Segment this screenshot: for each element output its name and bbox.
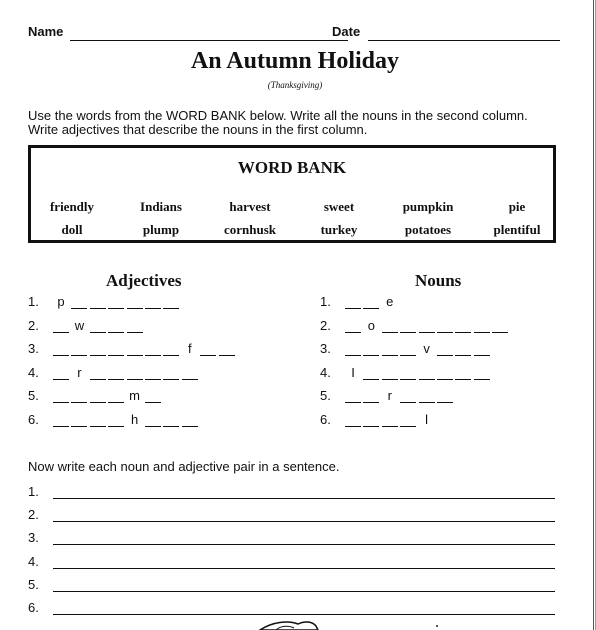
- nouns-heading: Nouns: [415, 271, 462, 290]
- blank-underline: [400, 355, 416, 356]
- sentence-number: 6.: [28, 600, 39, 615]
- header-row: [28, 24, 564, 44]
- letter-blank[interactable]: [492, 318, 508, 334]
- bank-word: pumpkin: [402, 199, 454, 214]
- blank-underline: [127, 332, 143, 333]
- letter-blank[interactable]: [108, 341, 124, 357]
- noun-row-2: [320, 318, 560, 336]
- bank-word: plump: [142, 222, 180, 237]
- blank-underline: [455, 379, 471, 380]
- noun-row-1: [320, 294, 560, 312]
- blank-underline: [345, 402, 361, 403]
- letter-blank[interactable]: [108, 365, 124, 381]
- letter-clue: [419, 412, 435, 428]
- letter-blank[interactable]: [419, 365, 435, 381]
- letter-blank[interactable]: [363, 294, 379, 310]
- sentence-writing-line[interactable]: [53, 614, 555, 615]
- sentence-writing-line[interactable]: [53, 591, 555, 592]
- blank-underline: [182, 426, 198, 427]
- adjective-number: 6.: [28, 412, 39, 427]
- turkey-illustration: [258, 620, 338, 630]
- blank-underline: [53, 332, 69, 333]
- letter-clue: [127, 412, 143, 428]
- blank-underline: [474, 355, 490, 356]
- letter-blank[interactable]: [219, 341, 235, 357]
- blank-underline: [163, 379, 179, 380]
- instruction-line-1: Use the words from the WORD BANK below. Write all the nouns in the second column.: [28, 108, 528, 123]
- blank-underline: [437, 402, 453, 403]
- letter-blank[interactable]: [53, 412, 69, 428]
- worksheet-subtitle: (Thanksgiving): [267, 80, 323, 90]
- bank-word: pie: [508, 199, 526, 214]
- blank-underline: [108, 379, 124, 380]
- letter-blank[interactable]: [437, 341, 453, 357]
- blank-underline: [363, 402, 379, 403]
- sentence-row-1: [28, 484, 568, 502]
- letter-blank[interactable]: [419, 318, 435, 334]
- adjective-row-6: [28, 412, 268, 430]
- letter-blank[interactable]: [455, 341, 471, 357]
- date-label: Date: [332, 24, 361, 39]
- blank-underline: [53, 402, 69, 403]
- bank-word: cornhusk: [223, 222, 277, 237]
- name-label: Name: [28, 24, 64, 39]
- clue-letter: m: [129, 388, 141, 404]
- blank-underline: [437, 379, 453, 380]
- letter-blank[interactable]: [145, 341, 161, 357]
- letter-blank[interactable]: [345, 388, 361, 404]
- blank-underline: [127, 308, 143, 309]
- word-bank-box: [28, 145, 556, 243]
- blank-underline: [182, 379, 198, 380]
- clue-letter: o: [367, 317, 375, 333]
- clue-letter: p: [57, 294, 65, 309]
- blank-underline: [345, 308, 361, 309]
- letter-blank[interactable]: [127, 341, 143, 357]
- bank-word: harvest: [229, 199, 271, 214]
- letter-blank[interactable]: [345, 412, 361, 428]
- letter-blank[interactable]: [145, 412, 161, 428]
- clue-letter: r: [77, 364, 82, 380]
- letter-blank[interactable]: [53, 318, 69, 334]
- noun-row-3: [320, 341, 560, 359]
- letter-blank[interactable]: [474, 341, 490, 357]
- blank-underline: [71, 426, 87, 427]
- noun-number: 6.: [320, 412, 331, 427]
- letter-blank[interactable]: [382, 318, 398, 334]
- noun-number: 2.: [320, 317, 331, 333]
- letter-blank[interactable]: [71, 412, 87, 428]
- letter-clue: [382, 388, 398, 404]
- letter-blank[interactable]: [182, 412, 198, 428]
- blank-underline: [108, 355, 124, 356]
- word-bank-title: WORD BANK: [237, 158, 347, 177]
- clue-letter: w: [74, 317, 85, 333]
- sentence-row-3: [28, 530, 568, 548]
- adjective-row-5: [28, 388, 268, 406]
- bank-word: doll: [61, 222, 83, 237]
- adjective-number: 5.: [28, 388, 39, 404]
- blank-underline: [200, 355, 216, 356]
- blank-underline: [127, 355, 143, 356]
- letter-clue: [345, 365, 361, 381]
- adjective-row-1: [28, 294, 268, 312]
- blank-underline: [400, 402, 416, 403]
- blank-underline: [455, 355, 471, 356]
- noun-row-6: [320, 412, 560, 430]
- blank-underline: [90, 355, 106, 356]
- blank-underline: [108, 332, 124, 333]
- speck: [436, 625, 438, 627]
- blank-underline: [419, 332, 435, 333]
- letter-clue: [53, 294, 69, 310]
- blank-underline: [400, 426, 416, 427]
- blank-underline: [108, 402, 124, 403]
- blank-underline: [345, 332, 361, 333]
- letter-blank[interactable]: [108, 318, 124, 334]
- letter-blank[interactable]: [474, 318, 490, 334]
- letter-blank[interactable]: [71, 294, 87, 310]
- clue-letter: v: [423, 341, 430, 357]
- page-border-right: [593, 0, 594, 630]
- letter-blank[interactable]: [400, 341, 416, 357]
- clue-letter: r: [387, 388, 392, 404]
- letter-blank[interactable]: [363, 341, 379, 357]
- blank-underline: [163, 308, 179, 309]
- bank-word: turkey: [320, 222, 358, 237]
- blank-underline: [145, 355, 161, 356]
- letter-blank[interactable]: [363, 388, 379, 404]
- blank-underline: [492, 332, 508, 333]
- letter-blank[interactable]: [53, 388, 69, 404]
- date-line[interactable]: [368, 40, 560, 41]
- worksheet-title: An Autumn Holiday: [190, 48, 400, 74]
- blank-underline: [400, 332, 416, 333]
- sentence-row-5: [28, 577, 568, 595]
- letter-blank[interactable]: [437, 365, 453, 381]
- letter-blank[interactable]: [108, 294, 124, 310]
- clue-letter: l: [425, 412, 429, 427]
- letter-blank[interactable]: [400, 388, 416, 404]
- letter-blank[interactable]: [71, 388, 87, 404]
- blank-underline: [145, 402, 161, 403]
- letter-blank[interactable]: [145, 294, 161, 310]
- letter-clue: [127, 388, 143, 404]
- blank-underline: [219, 355, 235, 356]
- letter-blank[interactable]: [145, 388, 161, 404]
- sentence-row-4: [28, 554, 568, 572]
- word-bank-row-2: [31, 222, 553, 240]
- letter-blank[interactable]: [345, 294, 361, 310]
- adjective-row-2: [28, 318, 268, 336]
- bank-word: sweet: [323, 199, 355, 214]
- bank-word: potatoes: [404, 222, 452, 237]
- word-bank-row-1: [31, 199, 553, 217]
- letter-blank[interactable]: [200, 341, 216, 357]
- letter-blank[interactable]: [382, 341, 398, 357]
- letter-blank[interactable]: [163, 365, 179, 381]
- letter-blank[interactable]: [127, 294, 143, 310]
- blank-underline: [382, 379, 398, 380]
- letter-blank[interactable]: [455, 365, 471, 381]
- clue-letter: e: [386, 294, 394, 309]
- adjective-number: 1.: [28, 294, 39, 309]
- sentence-number: 5.: [28, 576, 39, 592]
- blank-underline: [90, 332, 106, 333]
- clue-letter: I: [351, 364, 355, 380]
- blank-underline: [90, 308, 106, 309]
- letter-blank[interactable]: [108, 412, 124, 428]
- instruction-line-2: Write adjectives that describe the nouns in the first column.: [28, 122, 368, 137]
- letter-clue: [71, 365, 87, 381]
- letter-blank[interactable]: [53, 365, 69, 381]
- letter-blank[interactable]: [363, 412, 379, 428]
- noun-number: 3.: [320, 341, 331, 357]
- blank-underline: [474, 332, 490, 333]
- blank-underline: [90, 402, 106, 403]
- letter-clue: [419, 341, 435, 357]
- adjectives-heading: Adjectives: [106, 271, 182, 290]
- blank-underline: [345, 355, 361, 356]
- letter-blank[interactable]: [419, 388, 435, 404]
- blank-underline: [145, 308, 161, 309]
- bank-word: Indians: [140, 199, 182, 214]
- blank-underline: [127, 379, 143, 380]
- letter-blank[interactable]: [90, 294, 106, 310]
- letter-blank[interactable]: [127, 318, 143, 334]
- blank-underline: [363, 355, 379, 356]
- letter-blank[interactable]: [163, 412, 179, 428]
- blank-underline: [400, 379, 416, 380]
- blank-underline: [145, 379, 161, 380]
- sentence-writing-line[interactable]: [53, 568, 555, 569]
- blank-underline: [163, 426, 179, 427]
- blank-underline: [382, 332, 398, 333]
- letter-blank[interactable]: [182, 365, 198, 381]
- blank-underline: [108, 308, 124, 309]
- blank-underline: [345, 426, 361, 427]
- letter-blank[interactable]: [400, 365, 416, 381]
- sentence-number: 1.: [28, 484, 39, 499]
- blank-underline: [363, 308, 379, 309]
- blank-underline: [90, 426, 106, 427]
- blank-underline: [53, 379, 69, 380]
- letter-blank[interactable]: [474, 365, 490, 381]
- sentence-number: 4.: [28, 553, 39, 569]
- blank-underline: [382, 355, 398, 356]
- blank-underline: [419, 402, 435, 403]
- letter-blank[interactable]: [90, 365, 106, 381]
- letter-blank[interactable]: [437, 388, 453, 404]
- noun-number: 1.: [320, 294, 331, 309]
- letter-blank[interactable]: [345, 341, 361, 357]
- noun-row-5: [320, 388, 560, 406]
- letter-blank[interactable]: [437, 318, 453, 334]
- blank-underline: [90, 379, 106, 380]
- letter-clue: [382, 294, 398, 310]
- adjective-number: 4.: [28, 364, 39, 380]
- letter-blank[interactable]: [400, 318, 416, 334]
- letter-blank[interactable]: [108, 388, 124, 404]
- letter-blank[interactable]: [400, 412, 416, 428]
- clue-letter: h: [130, 412, 139, 427]
- bank-word: friendly: [49, 199, 95, 214]
- blank-underline: [474, 379, 490, 380]
- letter-blank[interactable]: [90, 388, 106, 404]
- sentence-writing-line[interactable]: [53, 544, 555, 545]
- sentence-writing-line[interactable]: [53, 498, 555, 499]
- blank-underline: [53, 426, 69, 427]
- blank-underline: [363, 379, 379, 380]
- letter-clue: [71, 318, 87, 334]
- blank-underline: [455, 332, 471, 333]
- letter-blank[interactable]: [53, 341, 69, 357]
- letter-blank[interactable]: [455, 318, 471, 334]
- letter-blank[interactable]: [163, 294, 179, 310]
- blank-underline: [53, 355, 69, 356]
- sentence-writing-line[interactable]: [53, 521, 555, 522]
- clue-letter: f: [187, 341, 192, 357]
- blank-underline: [71, 402, 87, 403]
- letter-clue: [182, 341, 198, 357]
- letter-blank[interactable]: [90, 341, 106, 357]
- blank-underline: [382, 426, 398, 427]
- sentence-number: 3.: [28, 530, 39, 546]
- blank-underline: [71, 308, 87, 309]
- letter-blank[interactable]: [127, 365, 143, 381]
- blank-underline: [363, 426, 379, 427]
- letter-blank[interactable]: [382, 365, 398, 381]
- adjective-number: 2.: [28, 317, 39, 333]
- sentence-row-6: [28, 600, 568, 618]
- sentence-number: 2.: [28, 507, 39, 523]
- letter-blank[interactable]: [163, 341, 179, 357]
- adjective-number: 3.: [28, 341, 39, 357]
- noun-number: 5.: [320, 388, 331, 404]
- blank-underline: [437, 332, 453, 333]
- letter-blank[interactable]: [382, 412, 398, 428]
- adjective-row-3: [28, 341, 268, 359]
- noun-number: 4.: [320, 364, 331, 380]
- name-line[interactable]: [70, 40, 348, 41]
- sentence-instruction: Now write each noun and adjective pair in a sentence.: [28, 459, 340, 474]
- sentence-row-2: [28, 507, 568, 525]
- adjective-row-4: [28, 365, 268, 383]
- blank-underline: [108, 426, 124, 427]
- letter-blank[interactable]: [345, 318, 361, 334]
- blank-underline: [163, 355, 179, 356]
- blank-underline: [419, 379, 435, 380]
- letter-blank[interactable]: [90, 318, 106, 334]
- letter-blank[interactable]: [71, 341, 87, 357]
- letter-blank[interactable]: [363, 365, 379, 381]
- blank-underline: [71, 355, 87, 356]
- letter-clue: [363, 318, 379, 334]
- bank-word: plentiful: [493, 222, 541, 237]
- letter-blank[interactable]: [145, 365, 161, 381]
- blank-underline: [437, 355, 453, 356]
- blank-underline: [145, 426, 161, 427]
- letter-blank[interactable]: [90, 412, 106, 428]
- noun-row-4: [320, 365, 560, 383]
